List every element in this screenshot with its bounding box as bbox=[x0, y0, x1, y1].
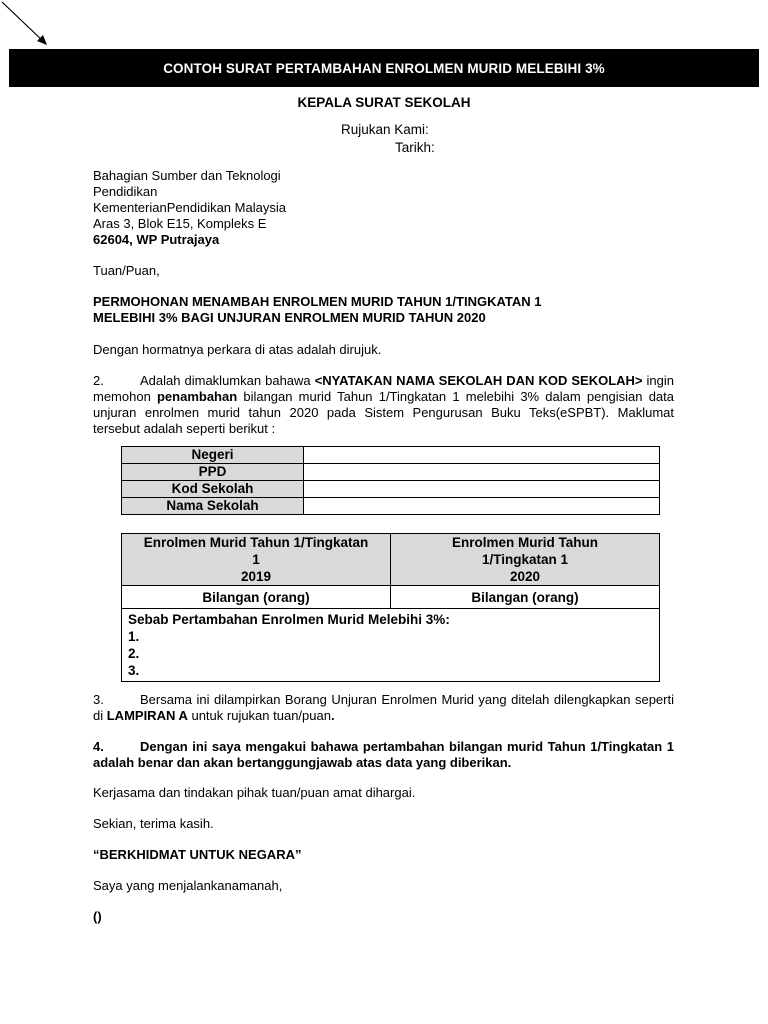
count-label-cell: Bilangan (orang) bbox=[391, 586, 660, 609]
paragraph-bold: penambahan bbox=[156, 389, 238, 404]
salutation: Tuan/Puan, bbox=[93, 263, 160, 278]
signature-name: () bbox=[93, 909, 102, 924]
reason-cell bbox=[122, 609, 660, 682]
paragraph-text: ingin memohon bbox=[93, 373, 675, 404]
paragraph-number: 3. bbox=[93, 692, 104, 707]
date-label: Tarikh: bbox=[395, 140, 435, 155]
school-placeholder: <NYATAKAN NAMA SEKOLAH DAN KOD SEKOLAH> bbox=[314, 373, 643, 388]
table-label: Kod Sekolah bbox=[122, 481, 304, 498]
paragraph-3-block bbox=[93, 692, 674, 724]
paragraph-text: Bersama ini dilampirkan Borang Unjuran Enrolmen Murid yang ditelah dilengkapkan seperti di bbox=[93, 692, 674, 723]
paragraph-3 bbox=[93, 692, 674, 724]
table-label: Nama Sekolah bbox=[122, 498, 304, 515]
header-cell-2019 bbox=[122, 534, 391, 586]
reason-item: 3. bbox=[128, 663, 140, 678]
letterhead-heading: KEPALA SURAT SEKOLAH bbox=[297, 95, 471, 110]
sign-off: Saya yang menjalankanamanah, bbox=[93, 878, 283, 893]
reference-label: Rujukan Kami: bbox=[341, 122, 429, 137]
table-value-cell bbox=[304, 464, 660, 481]
reference-block bbox=[341, 121, 435, 157]
enrolment-table bbox=[121, 533, 660, 682]
reason-title: Sebab Pertambahan Enrolmen Murid Melebihi 3%: bbox=[128, 612, 450, 627]
table-header-row bbox=[122, 534, 660, 586]
paragraph-2 bbox=[93, 373, 674, 437]
header-year: 2020 bbox=[509, 569, 541, 584]
reason-item: 1. bbox=[128, 629, 140, 644]
table-row bbox=[122, 609, 660, 682]
reason-item: 2. bbox=[128, 646, 140, 661]
paragraph-text: Adalah dimaklumkan bahawa bbox=[140, 373, 315, 388]
address-line: KementerianPendidikan Malaysia bbox=[93, 200, 286, 215]
paragraph-4 bbox=[93, 739, 674, 771]
table-row bbox=[122, 498, 660, 515]
table-value-cell bbox=[304, 481, 660, 498]
closing-regards: Sekian, terima kasih. bbox=[93, 816, 214, 831]
table-label: Negeri bbox=[122, 447, 304, 464]
address-postcode: 62604, WP Putrajaya bbox=[93, 232, 220, 247]
address-line: Aras 3, Blok E15, Kompleks E bbox=[93, 216, 267, 231]
letter-body bbox=[93, 168, 674, 437]
address-line: Bahagian Sumber dan Teknologi bbox=[93, 168, 281, 183]
closing-thanks: Kerjasama dan tindakan pihak tuan/puan amat dihargai. bbox=[93, 785, 416, 800]
table-value-cell bbox=[304, 498, 660, 515]
paragraph-number: 2. bbox=[93, 373, 104, 388]
recipient-address bbox=[93, 168, 674, 248]
subject-line: PERMOHONAN MENAMBAH ENROLMEN MURID TAHUN 1/TINGKATAN 1 bbox=[93, 294, 542, 309]
count-label-cell: Bilangan (orang) bbox=[122, 586, 391, 609]
header-text: 1 bbox=[252, 552, 260, 567]
motto: “BERKHIDMAT UNTUK NEGARA” bbox=[93, 847, 302, 862]
document-banner bbox=[9, 49, 759, 87]
lampiran-label: LAMPIRAN A bbox=[106, 708, 188, 723]
table-row bbox=[122, 464, 660, 481]
paragraph-text: bilangan murid Tahun 1/Tingkatan 1 melebihi 3% dalam pengisian data unjuran enrolmen murid tahun 2020 pada Sistem Pengurusan Buku Teks(eSPBT). Maklumat tersebut adalah seperti berikut : bbox=[93, 389, 674, 436]
school-info-table bbox=[121, 446, 660, 515]
subject-line: MELEBIHI 3% BAGI UNJURAN ENROLMEN MURID TAHUN 2020 bbox=[93, 310, 486, 325]
opening-paragraph: Dengan hormatnya perkara di atas adalah dirujuk. bbox=[93, 342, 382, 357]
header-cell-2020 bbox=[391, 534, 660, 586]
paragraph-text: Dengan ini saya mengakui bahawa pertambahan bilangan murid Tahun 1/Tingkatan 1 adalah benar dan akan bertanggungjawab atas data yang diberikan. bbox=[93, 739, 674, 770]
paragraph-4-block bbox=[93, 739, 674, 771]
header-year: 2019 bbox=[240, 569, 272, 584]
address-line: Pendidikan bbox=[93, 184, 158, 199]
table-row bbox=[122, 447, 660, 464]
paragraph-text: untuk rujukan tuan/puan bbox=[187, 708, 331, 723]
table-row bbox=[122, 481, 660, 498]
header-text: 1/Tingkatan 1 bbox=[481, 552, 569, 567]
table-value-cell bbox=[304, 447, 660, 464]
banner-title: CONTOH SURAT PERTAMBAHAN ENROLMEN MURID MELEBIHI 3% bbox=[163, 60, 605, 76]
table-row bbox=[122, 586, 660, 609]
paragraph-text: . bbox=[330, 708, 335, 723]
header-text: Enrolmen Murid Tahun 1/Tingkatan bbox=[143, 535, 369, 550]
header-text: Enrolmen Murid Tahun bbox=[452, 535, 598, 550]
table-label: PPD bbox=[122, 464, 304, 481]
paragraph-number: 4. bbox=[93, 739, 104, 754]
